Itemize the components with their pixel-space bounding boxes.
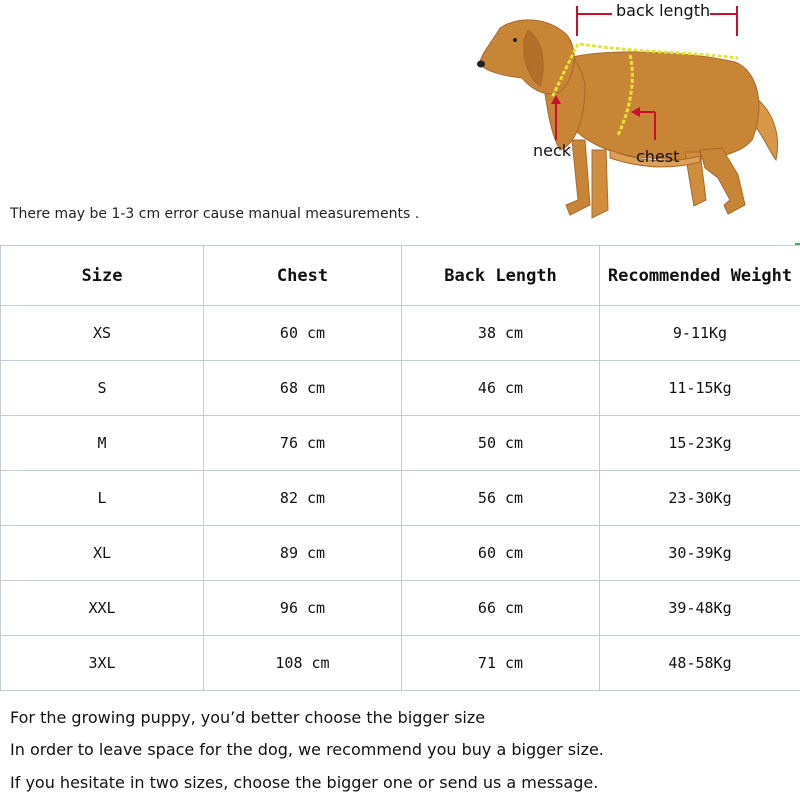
cell-chest: 76 cm: [204, 416, 402, 471]
cell-weight: 9-11Kg: [600, 306, 800, 361]
cell-weight: 15-23Kg: [600, 416, 800, 471]
header-back-length: Back Length: [402, 246, 600, 306]
header-recommended-weight: Recommended Weight: [600, 246, 800, 306]
cell-weight: 39-48Kg: [600, 581, 800, 636]
footer-note-3: If you hesitate in two sizes, choose the bigger one or send us a message.: [10, 773, 599, 792]
size-chart-table: [0, 245, 800, 691]
footer-note-2: In order to leave space for the dog, we recommend you buy a bigger size.: [10, 740, 604, 759]
cell-chest: 68 cm: [204, 361, 402, 416]
cell-back-length: 71 cm: [402, 636, 600, 691]
cell-weight: 23-30Kg: [600, 471, 800, 526]
cell-back-length: 66 cm: [402, 581, 600, 636]
table-row: [1, 361, 800, 416]
footer-note-1: For the growing puppy, you’d better choose the bigger size: [10, 708, 486, 727]
cell-back-length: 56 cm: [402, 471, 600, 526]
cell-back-length: 50 cm: [402, 416, 600, 471]
cell-chest: 96 cm: [204, 581, 402, 636]
cell-size: XL: [1, 526, 204, 581]
neck-label: neck: [533, 141, 572, 160]
cell-back-length: 46 cm: [402, 361, 600, 416]
table-row: [1, 306, 800, 361]
cell-weight: 30-39Kg: [600, 526, 800, 581]
cell-back-length: 60 cm: [402, 526, 600, 581]
cell-chest: 89 cm: [204, 526, 402, 581]
header-size: Size: [1, 246, 204, 306]
cell-chest: 82 cm: [204, 471, 402, 526]
dog-figure: [477, 20, 777, 218]
table-row: [1, 526, 800, 581]
measurement-error-note: There may be 1-3 cm error cause manual measurements .: [10, 206, 420, 222]
cell-size: XXL: [1, 581, 204, 636]
table-row: [1, 416, 800, 471]
size-chart-table-container: [0, 245, 800, 692]
back-length-label: back length: [616, 1, 711, 20]
cell-weight: 11-15Kg: [600, 361, 800, 416]
cell-chest: 60 cm: [204, 306, 402, 361]
cell-size: XS: [1, 306, 204, 361]
cell-size: L: [1, 471, 204, 526]
cell-size: 3XL: [1, 636, 204, 691]
table-row: [1, 636, 800, 691]
dog-measurement-illustration: [470, 0, 790, 232]
header-chest: Chest: [204, 246, 402, 306]
cell-size: S: [1, 361, 204, 416]
cell-weight: 48-58Kg: [600, 636, 800, 691]
cell-size: M: [1, 416, 204, 471]
cell-back-length: 38 cm: [402, 306, 600, 361]
chest-label: chest: [636, 147, 680, 166]
cell-chest: 108 cm: [204, 636, 402, 691]
table-row: [1, 471, 800, 526]
table-row: [1, 581, 800, 636]
table-header-row: [1, 246, 800, 306]
